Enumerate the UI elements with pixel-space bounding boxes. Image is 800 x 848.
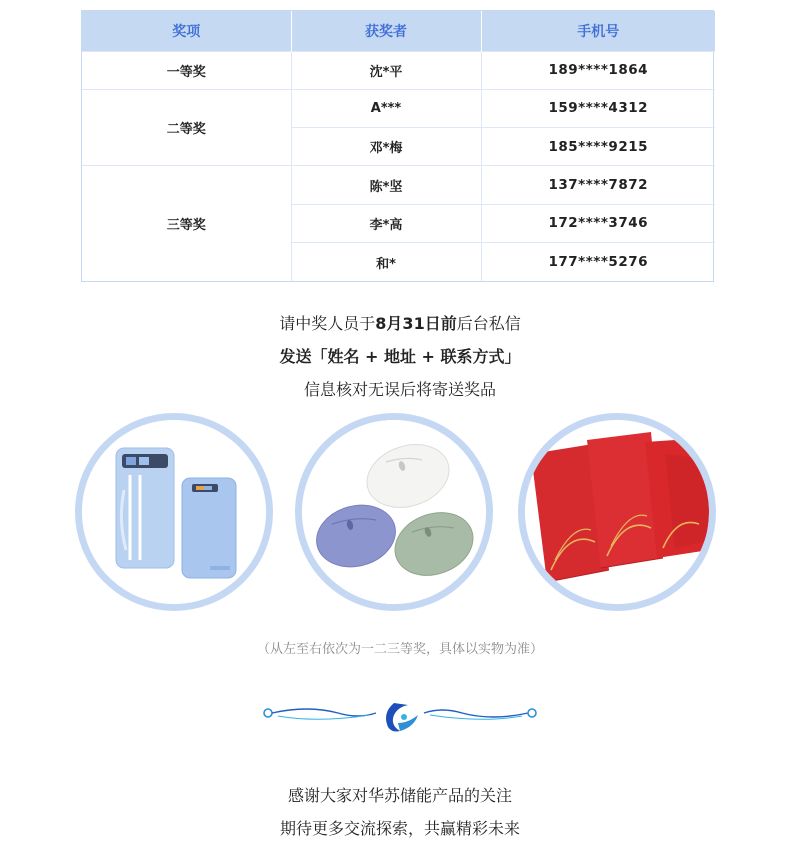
winner-name: 邓*梅 <box>291 128 481 166</box>
prize-caption: （从左至右依次为一二三等奖，具体以实物为准） <box>256 642 543 657</box>
thanks-line-1: 感谢大家对华苏储能产品的关注 <box>287 786 512 805</box>
notice-deadline-post: 后台私信 <box>456 314 521 333</box>
winner-phone: 137****7872 <box>481 166 715 204</box>
winner-phone: 172****3746 <box>481 204 715 242</box>
winner-phone: 189****1864 <box>481 51 715 89</box>
red-envelope-image <box>518 413 716 611</box>
thanks-line-2: 期待更多交流探索，共赢精彩未来 <box>279 819 520 838</box>
winner-name: 沈*平 <box>291 51 481 89</box>
prize-level: 一等奖 <box>82 51 291 89</box>
notice-deadline-pre: 请中奖人员于 <box>279 314 376 333</box>
notice-deadline-date: 8月31日前 <box>375 314 457 333</box>
divider-left-line <box>272 709 376 716</box>
logo-divider <box>258 693 542 737</box>
header-prize: 奖项 <box>82 11 291 51</box>
prize-level: 三等奖 <box>82 166 291 281</box>
winner-name: A*** <box>291 89 481 127</box>
divider-right-dot <box>528 709 536 717</box>
winner-phone: 159****4312 <box>481 89 715 127</box>
winner-name: 和* <box>291 243 481 281</box>
header-winner: 获奖者 <box>291 11 481 51</box>
notice-send-info: 发送「姓名 + 地址 + 联系方式」 <box>279 347 521 366</box>
divider-left-dot <box>264 709 272 717</box>
winners-table <box>81 10 714 282</box>
table-row <box>82 166 715 204</box>
winners-table-grid <box>82 11 715 281</box>
winner-name: 陈*坚 <box>291 166 481 204</box>
table-row <box>82 51 715 89</box>
power-bank-image <box>75 413 273 611</box>
notice-verify: 信息核对无误后将寄送奖品 <box>303 380 496 399</box>
winner-phone: 185****9215 <box>481 128 715 166</box>
wireless-mouse-image <box>295 413 493 611</box>
winner-name: 李*高 <box>291 204 481 242</box>
header-phone: 手机号 <box>481 11 715 51</box>
table-row <box>82 89 715 127</box>
notice-deadline <box>0 311 800 334</box>
prize-level: 二等奖 <box>82 89 291 166</box>
brand-logo-icon <box>386 703 418 732</box>
winner-phone: 177****5276 <box>481 243 715 281</box>
table-header-row <box>82 11 715 51</box>
